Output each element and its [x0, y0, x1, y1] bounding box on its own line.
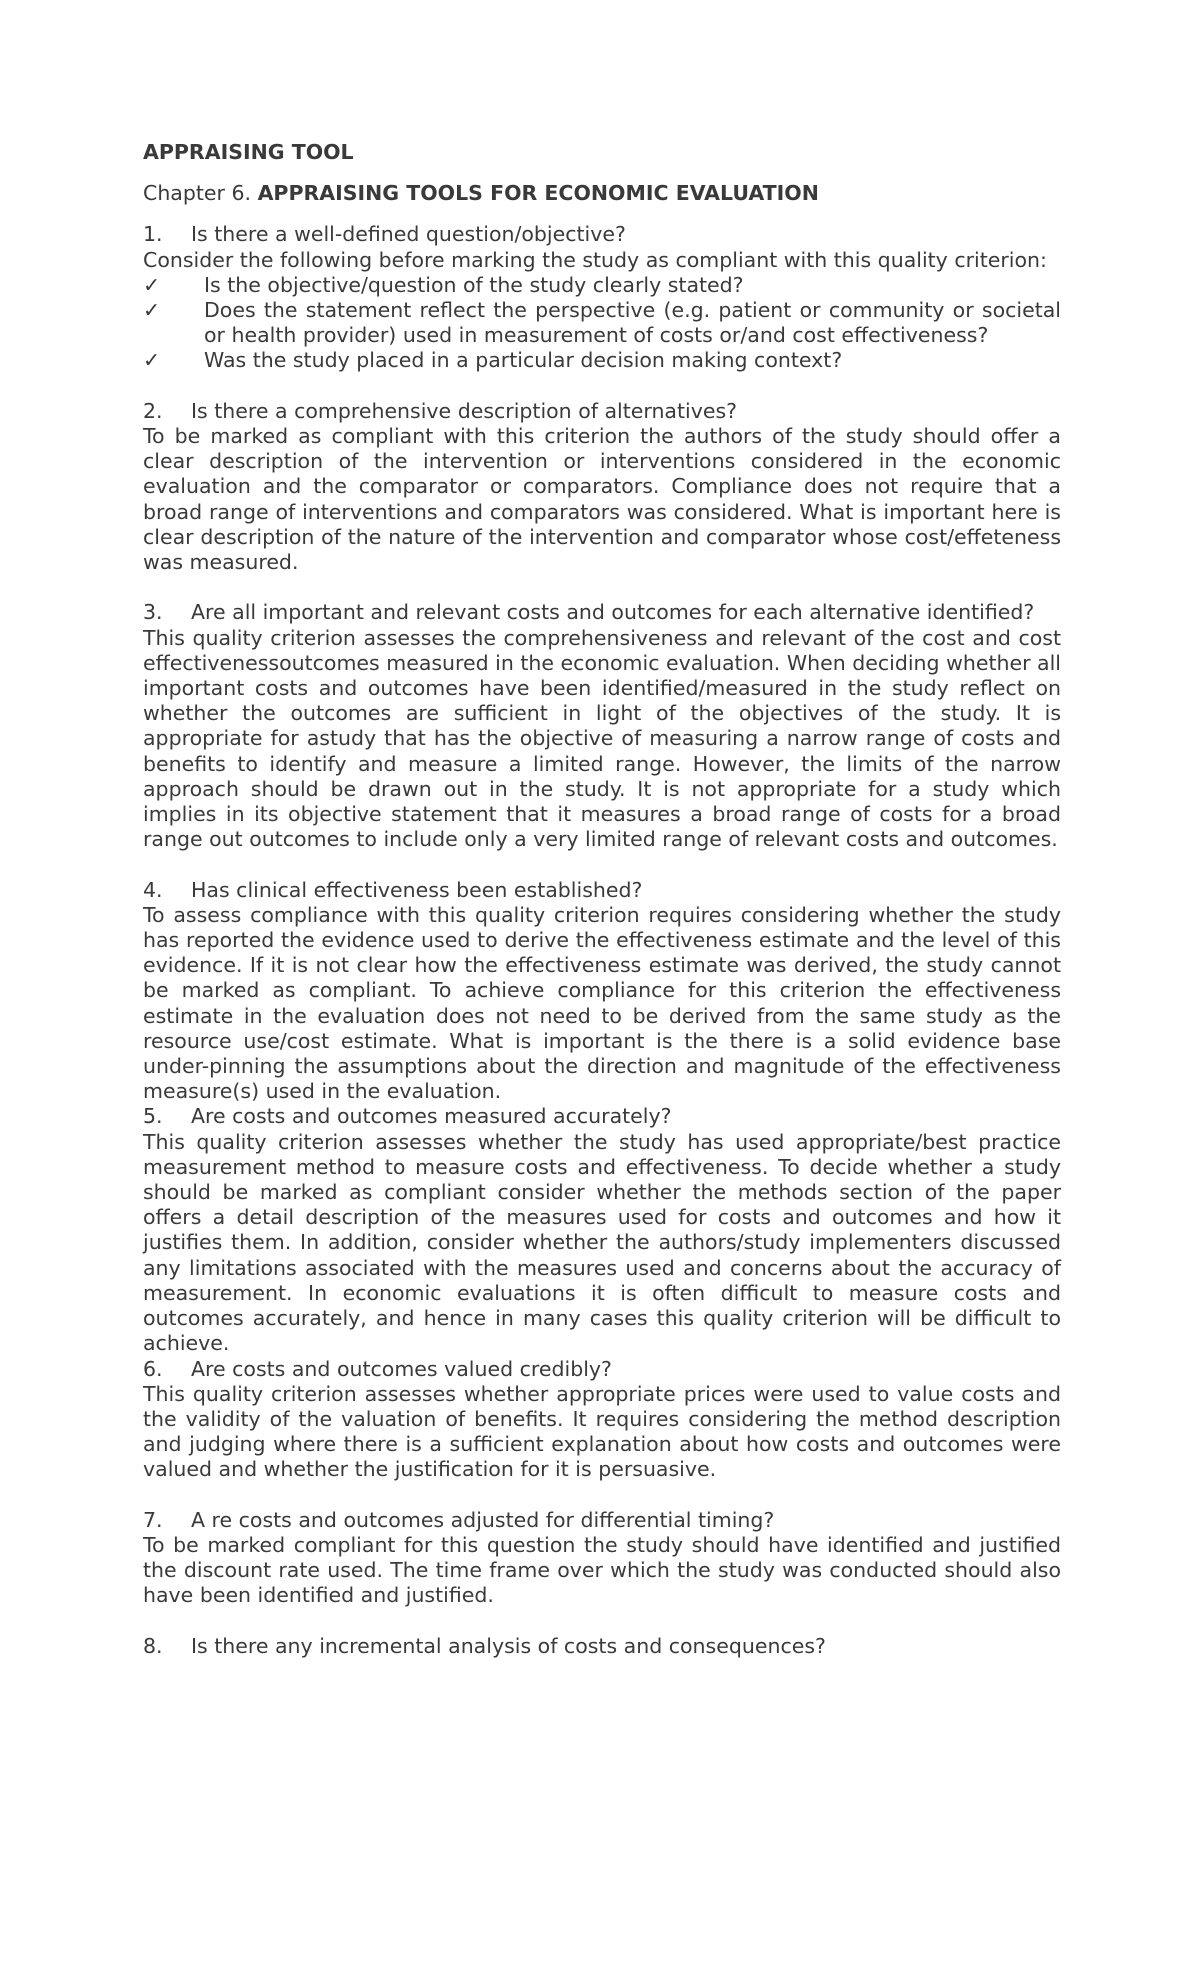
- question-text: Is there any incremental analysis of costs and consequences?: [191, 1633, 826, 1658]
- checklist-item: [143, 298, 1061, 348]
- question-text: A re costs and outcomes adjusted for differential timing?: [191, 1507, 775, 1532]
- question-number: 6.: [143, 1356, 163, 1381]
- question-body: This quality criterion assesses whether appropriate prices were used to value costs and the validity of the valuation of benefits. It requires considering the method description and judging where there is a sufficient explanation about how costs and outcomes were valued and whether the justification for it is persuasive.: [143, 1381, 1061, 1482]
- question-body: This quality criterion assesses the comprehensiveness and relevant of the cost and cost effectivenessoutcomes measured in the economic evaluation. When deciding whether all important costs and outcomes have been identified/measured in the study reflect on whether the outcomes are sufficient in light of the objectives of the study. It is appropriate for astudy that has the objective of measuring a narrow range of costs and benefits to identify and measure a limited range. However, the limits of the narrow approach should be drawn out in the study. It is not appropriate for a study which implies in its objective statement that it measures a broad range of costs for a broad range out outcomes to include only a very limited range of relevant costs and outcomes.: [143, 625, 1061, 852]
- question-heading: [143, 399, 1061, 424]
- chapter-heading: [143, 181, 1061, 206]
- question-body: To be marked compliant for this question the study should have identified and justified the discount rate used. The time frame over which the study was conducted should also have been identified and justified.: [143, 1532, 1061, 1608]
- document-page: [143, 140, 1061, 1659]
- question-number: 5.: [143, 1104, 163, 1129]
- question-text: Is there a comprehensive description of alternatives?: [191, 398, 738, 423]
- question-section-1: [143, 222, 1061, 373]
- question-number: 2.: [143, 398, 163, 423]
- question-number: 3.: [143, 600, 163, 625]
- question-number: 8.: [143, 1633, 163, 1658]
- question-heading: [143, 600, 1061, 625]
- spacer: [143, 1483, 1061, 1508]
- question-body: To be marked as compliant with this criterion the authors of the study should offer a clear description of the intervention or interventions considered in the economic evaluation and the comparator or comparators. Compliance does not require that a broad range of interventions and comparators was considered. What is important here is clear description of the nature of the intervention and comparator whose cost/effeteness was measured.: [143, 424, 1061, 575]
- question-heading: [143, 1508, 1061, 1533]
- question-section-3: [143, 600, 1061, 852]
- checklist-item-text: Is the objective/question of the study clearly stated?: [204, 272, 744, 297]
- checklist-item-text: Was the study placed in a particular decision making context?: [204, 348, 843, 373]
- document-title: APPRAISING TOOL: [143, 140, 354, 164]
- question-heading: [143, 1104, 1061, 1129]
- spacer: [143, 1609, 1061, 1634]
- spacer: [143, 852, 1061, 877]
- checklist-item-text: Does the statement reflect the perspective (e.g. patient or community or societal or health provider) used in measurement of costs or/and cost effectiveness?: [204, 298, 1061, 348]
- question-section-5: [143, 1104, 1061, 1356]
- question-text: Is there a well-defined question/objective?: [191, 222, 626, 247]
- chapter-prefix: Chapter 6.: [143, 181, 258, 206]
- question-number: 1.: [143, 222, 163, 247]
- checklist-item: [143, 273, 1061, 298]
- question-section-7: [143, 1508, 1061, 1609]
- question-intro: Consider the following before marking the study as compliant with this quality criterion:: [143, 247, 1047, 272]
- question-heading: [143, 1634, 1061, 1659]
- question-heading: [143, 878, 1061, 903]
- question-number: 7.: [143, 1507, 163, 1532]
- checklist-item: [143, 348, 1061, 373]
- question-text: Has clinical effectiveness been established?: [191, 877, 643, 902]
- checkmark-icon: ✓: [143, 272, 161, 297]
- question-heading: [143, 222, 1061, 247]
- question-section-2: [143, 399, 1061, 575]
- spacer: [143, 575, 1061, 600]
- spacer: [143, 374, 1061, 399]
- question-section-8: [143, 1634, 1061, 1659]
- question-text: Are costs and outcomes valued credibly?: [191, 1356, 612, 1381]
- question-section-6: [143, 1357, 1061, 1483]
- question-text: Are all important and relevant costs and outcomes for each alternative identified?: [191, 600, 1035, 625]
- question-heading: [143, 1357, 1061, 1382]
- checkmark-icon: ✓: [143, 348, 161, 373]
- checkmark-icon: ✓: [143, 298, 161, 323]
- question-number: 4.: [143, 877, 163, 902]
- checklist: [143, 273, 1061, 374]
- question-text: Are costs and outcomes measured accurately?: [191, 1104, 672, 1129]
- question-body: To assess compliance with this quality criterion requires considering whether the study has reported the evidence used to derive the effectiveness estimate and the level of this evidence. If it is not clear how the effectiveness estimate was derived, the study cannot be marked as compliant. To achieve compliance for this criterion the effectiveness estimate in the evaluation does not need to be derived from the same study as the resource use/cost estimate. What is important is the there is a solid evidence base under-pinning the assumptions about the direction and magnitude of the effectiveness measure(s) used in the evaluation.: [143, 902, 1061, 1104]
- question-body: This quality criterion assesses whether the study has used appropriate/best practice measurement method to measure costs and effectiveness. To decide whether a study should be marked as compliant consider whether the methods section of the paper offers a detail description of the measures used for costs and outcomes and how it justifies them. In addition, consider whether the authors/study implementers discussed any limitations associated with the measures used and concerns about the accuracy of measurement. In economic evaluations it is often difficult to measure costs and outcomes accurately, and hence in many cases this quality criterion will be difficult to achieve.: [143, 1129, 1061, 1356]
- question-section-4: [143, 878, 1061, 1105]
- chapter-title: APPRAISING TOOLS FOR ECONOMIC EVALUATION: [257, 181, 819, 206]
